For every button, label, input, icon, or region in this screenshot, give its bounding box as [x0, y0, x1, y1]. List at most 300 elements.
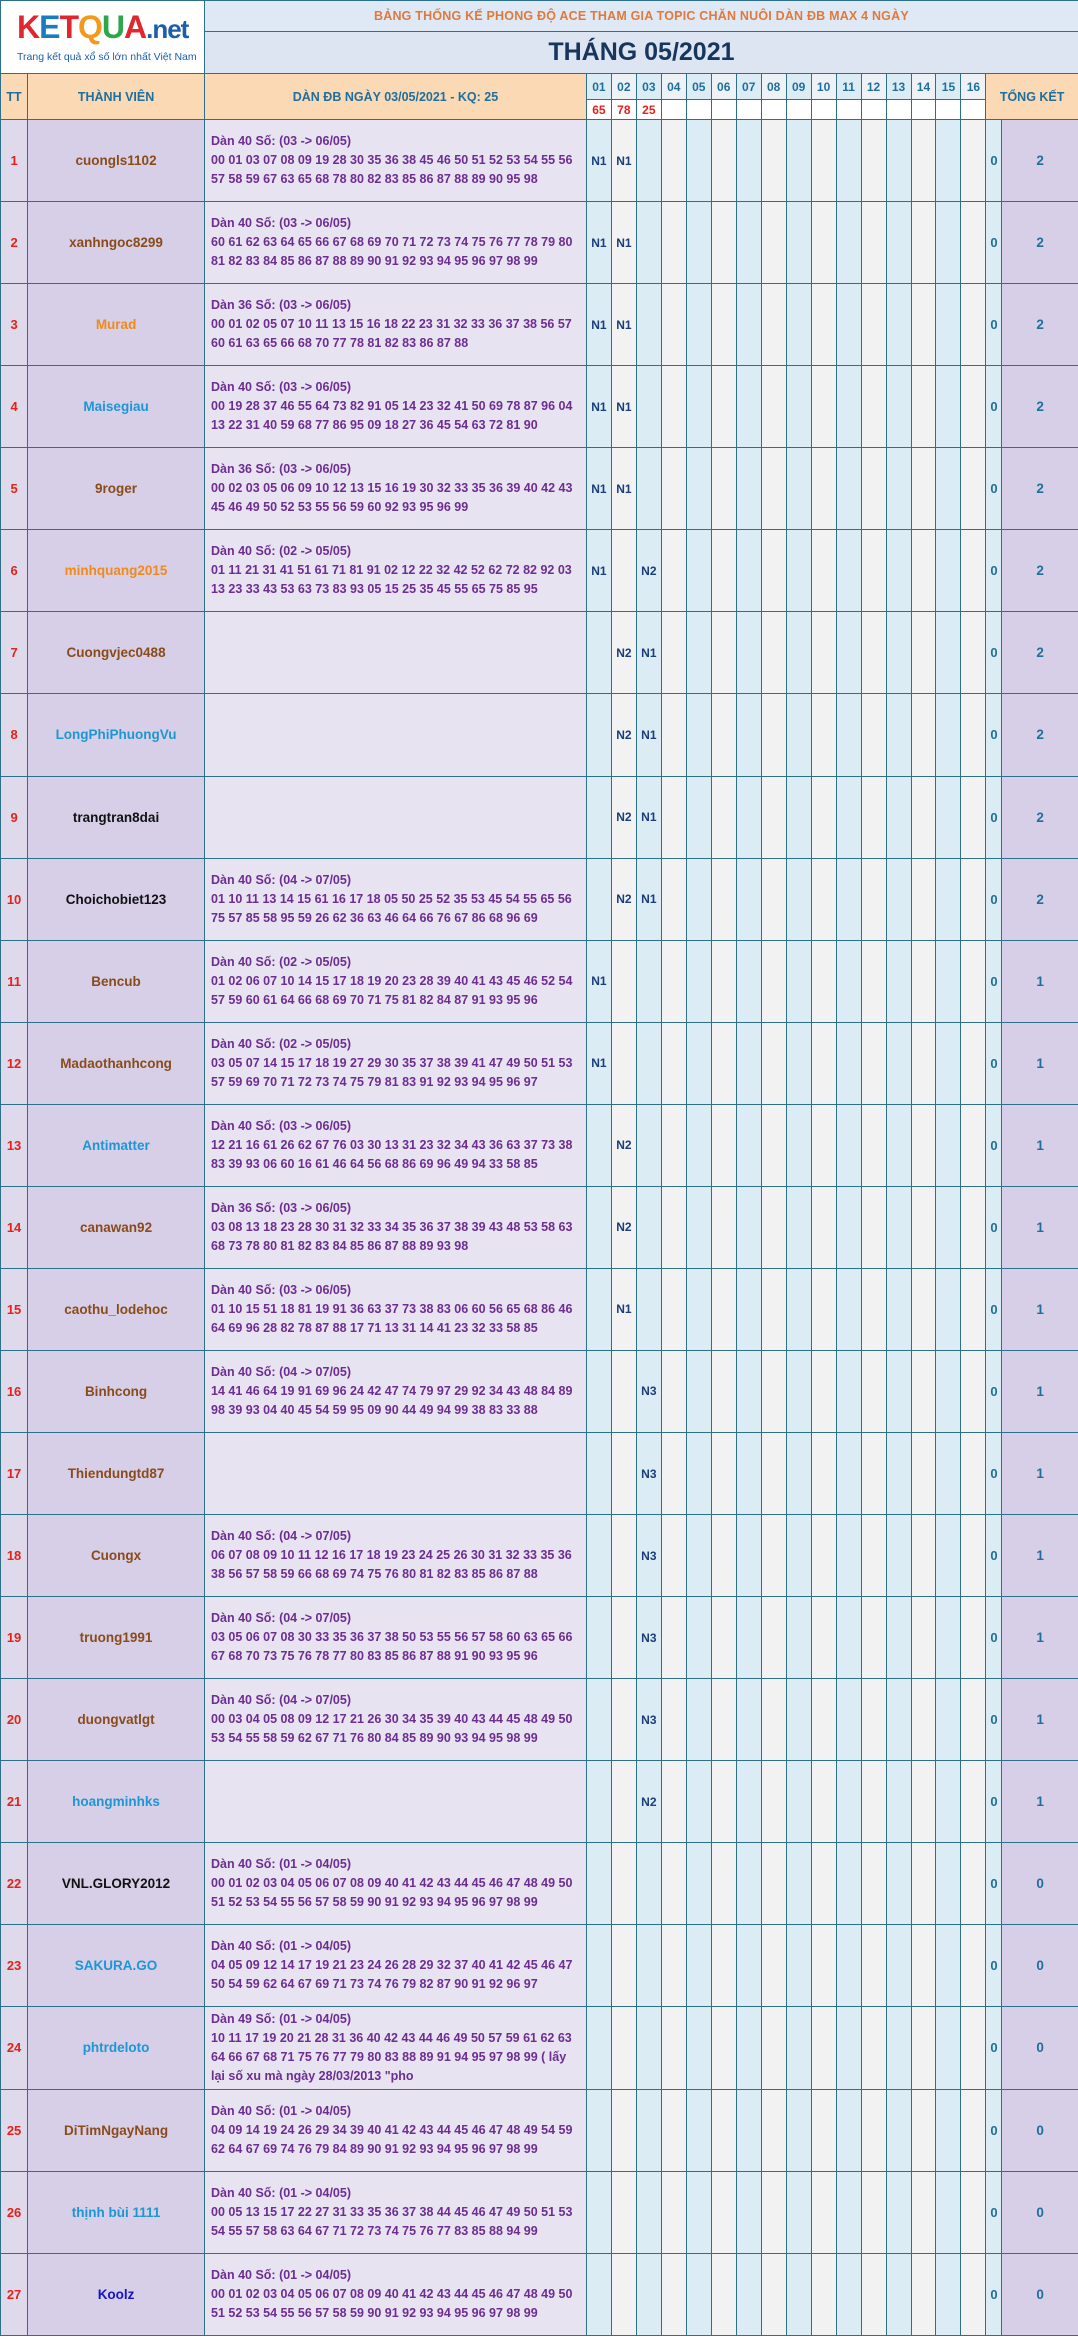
zero-count: 0: [986, 448, 1002, 530]
total-score: 1: [1002, 1597, 1078, 1679]
day-mark: [711, 2253, 736, 2335]
day-mark: [836, 1433, 861, 1515]
day-mark: [886, 1022, 911, 1104]
total-score: 2: [1002, 448, 1078, 530]
dan-cell: [205, 202, 587, 284]
day-mark: [811, 1679, 836, 1761]
dan-numbers: 14 41 46 64 19 91 69 96 24 42 47 74 79 97 29 92 34 43 48 84 89 98 39 93 04 40 45 54 59 95 09 90 44 49 94 99 38 83 33 88: [211, 1383, 573, 1417]
dan-title: Dàn 40 Số: (03 -> 06/05): [211, 216, 351, 231]
day-header: 05: [686, 74, 711, 100]
row-number: 18: [1, 1515, 28, 1597]
total-score: 2: [1002, 366, 1078, 448]
total-score: 2: [1002, 612, 1078, 694]
logo-tagline: Trang kết quả xổ số lớn nhất Việt Nam: [17, 51, 197, 63]
dan-title: Dàn 40 Số: (01 -> 04/05): [211, 2103, 351, 2118]
day-result: [886, 100, 911, 120]
dan-numbers: 00 03 04 05 08 09 12 17 21 26 30 34 35 39 40 43 44 45 48 49 50 53 54 55 58 59 62 67 71 76 80 84 85 89 90 93 94 95 98 99: [211, 1712, 573, 1746]
day-mark: [611, 1597, 636, 1679]
dan-cell: [205, 1761, 587, 1843]
day-mark: [736, 2253, 761, 2335]
day-mark: [736, 2171, 761, 2253]
day-mark: [761, 120, 786, 202]
zero-count: 0: [986, 1433, 1002, 1515]
day-mark: [786, 2253, 811, 2335]
day-mark: [911, 1679, 936, 1761]
day-mark: [811, 776, 836, 858]
day-mark: [761, 530, 786, 612]
day-mark: [661, 1515, 686, 1597]
day-mark: [711, 448, 736, 530]
day-mark: [811, 1104, 836, 1186]
day-mark: [611, 1679, 636, 1761]
day-mark: [786, 1515, 811, 1597]
day-mark: [961, 776, 986, 858]
day-mark: [686, 1597, 711, 1679]
member-name[interactable]: trangtran8dai: [28, 776, 205, 858]
day-result: 65: [586, 100, 611, 120]
header-member: THÀNH VIÊN: [28, 74, 205, 120]
total-score: 2: [1002, 858, 1078, 940]
dan-numbers: 03 05 07 14 15 17 18 19 27 29 30 35 37 38 39 41 47 49 50 51 53 57 59 69 70 71 72 73 74 75 79 81 83 91 92 93 94 95 96 97: [211, 1055, 573, 1089]
member-name[interactable]: phtrdeloto: [28, 2007, 205, 2089]
day-mark: [961, 2089, 986, 2171]
row-number: 3: [1, 284, 28, 366]
zero-count: 0: [986, 2007, 1002, 2089]
member-name[interactable]: Choichobiet123: [28, 858, 205, 940]
member-name[interactable]: Cuongvjec0488: [28, 612, 205, 694]
member-name[interactable]: xanhngoc8299: [28, 202, 205, 284]
zero-count: 0: [986, 1186, 1002, 1268]
day-mark: [761, 2007, 786, 2089]
day-mark: N1: [586, 284, 611, 366]
day-mark: [811, 1350, 836, 1432]
day-mark: [686, 2089, 711, 2171]
day-mark: [711, 1433, 736, 1515]
day-mark: [611, 1350, 636, 1432]
day-mark: [611, 2089, 636, 2171]
day-mark: [711, 1597, 736, 1679]
day-mark: [611, 1761, 636, 1843]
day-mark: [761, 940, 786, 1022]
logo-letter: A: [124, 9, 147, 45]
day-mark: [961, 612, 986, 694]
day-mark: [761, 2171, 786, 2253]
day-mark: [736, 858, 761, 940]
day-mark: N1: [586, 202, 611, 284]
day-mark: [836, 858, 861, 940]
day-header: 13: [886, 74, 911, 100]
dan-cell: [205, 2171, 587, 2253]
dan-title: Dàn 40 Số: (03 -> 06/05): [211, 134, 351, 149]
day-mark: [761, 1022, 786, 1104]
day-mark: [686, 284, 711, 366]
dan-title: Dàn 40 Số: (02 -> 05/05): [211, 1036, 351, 1051]
day-mark: [586, 2253, 611, 2335]
day-mark: [711, 120, 736, 202]
day-mark: N1: [611, 366, 636, 448]
day-mark: [811, 1268, 836, 1350]
day-mark: [736, 1268, 761, 1350]
table-row: [1, 1022, 1078, 1104]
day-mark: [761, 1433, 786, 1515]
day-mark: [911, 1350, 936, 1432]
day-mark: [711, 1104, 736, 1186]
header-total: TỔNG KẾT: [986, 74, 1078, 120]
day-mark: [811, 366, 836, 448]
dan-cell: [205, 1104, 587, 1186]
total-score: 2: [1002, 694, 1078, 776]
member-name[interactable]: truong1991: [28, 1597, 205, 1679]
day-mark: [636, 366, 661, 448]
day-mark: [736, 530, 761, 612]
day-mark: N1: [611, 284, 636, 366]
day-mark: [911, 1186, 936, 1268]
day-mark: [936, 1350, 961, 1432]
day-mark: [761, 366, 786, 448]
member-name[interactable]: Cuongx: [28, 1515, 205, 1597]
row-number: 5: [1, 448, 28, 530]
dan-cell: [205, 1186, 587, 1268]
member-name[interactable]: 9roger: [28, 448, 205, 530]
dan-numbers: 00 01 02 05 07 10 11 13 15 16 18 22 23 31 32 33 36 37 38 56 57 60 61 63 65 66 68 70 77 78 81 82 83 86 87 88: [211, 317, 572, 351]
day-mark: [861, 1597, 886, 1679]
total-score: 1: [1002, 940, 1078, 1022]
day-mark: [736, 1679, 761, 1761]
logo-letter: K: [17, 9, 40, 45]
day-mark: [661, 366, 686, 448]
day-mark: [636, 2007, 661, 2089]
day-mark: [861, 858, 886, 940]
table-row: [1, 1843, 1078, 1925]
row-number: 27: [1, 2253, 28, 2335]
day-mark: [736, 2007, 761, 2089]
dan-cell: [205, 530, 587, 612]
day-mark: [811, 858, 836, 940]
day-mark: [786, 1925, 811, 2007]
day-mark: [861, 284, 886, 366]
member-name[interactable]: LongPhiPhuongVu: [28, 694, 205, 776]
day-mark: [786, 612, 811, 694]
day-mark: [711, 1186, 736, 1268]
day-mark: [611, 1925, 636, 2007]
table-row: [1, 2007, 1078, 2089]
day-result: [661, 100, 686, 120]
day-mark: [936, 1843, 961, 1925]
day-mark: [836, 694, 861, 776]
day-header: 15: [936, 74, 961, 100]
member-name[interactable]: cuongls1102: [28, 120, 205, 202]
day-mark: [811, 1186, 836, 1268]
dan-cell: [205, 1597, 587, 1679]
day-mark: [686, 858, 711, 940]
row-number: 15: [1, 1268, 28, 1350]
dan-cell: [205, 1843, 587, 1925]
member-name[interactable]: Koolz: [28, 2253, 205, 2335]
member-name[interactable]: Thiendungtd87: [28, 1433, 205, 1515]
dan-title: Dàn 40 Số: (03 -> 06/05): [211, 1282, 351, 1297]
total-score: 0: [1002, 2171, 1078, 2253]
member-name[interactable]: minhquang2015: [28, 530, 205, 612]
day-mark: [886, 1679, 911, 1761]
day-mark: [836, 1597, 861, 1679]
day-mark: [586, 694, 611, 776]
day-mark: [711, 1350, 736, 1432]
site-logo[interactable]: [1, 1, 205, 74]
day-mark: [836, 1679, 861, 1761]
day-mark: N2: [611, 858, 636, 940]
day-mark: [861, 2007, 886, 2089]
total-score: 1: [1002, 1350, 1078, 1432]
member-name[interactable]: duongvatlgt: [28, 1679, 205, 1761]
day-mark: N3: [636, 1515, 661, 1597]
dan-cell: [205, 1515, 587, 1597]
row-number: 1: [1, 120, 28, 202]
dan-numbers: 00 19 28 37 46 55 64 73 82 91 05 14 23 32 41 50 69 78 87 96 04 13 22 31 40 59 68 77 86 95 09 18 27 36 45 54 63 72 81 90: [211, 399, 573, 433]
day-mark: [611, 2171, 636, 2253]
day-mark: [686, 202, 711, 284]
member-name[interactable]: Madaothanhcong: [28, 1022, 205, 1104]
member-name[interactable]: thịnh bùi 1111: [28, 2171, 205, 2253]
day-mark: [961, 858, 986, 940]
member-name[interactable]: Maisegiau: [28, 366, 205, 448]
day-mark: [936, 1925, 961, 2007]
day-mark: [936, 1022, 961, 1104]
day-mark: [936, 1679, 961, 1761]
dan-cell: [205, 612, 587, 694]
day-mark: [911, 612, 936, 694]
day-mark: [961, 2171, 986, 2253]
dan-cell: [205, 366, 587, 448]
day-mark: [686, 2007, 711, 2089]
day-mark: [636, 1268, 661, 1350]
day-mark: [736, 1186, 761, 1268]
day-mark: [586, 2171, 611, 2253]
day-mark: [861, 1925, 886, 2007]
member-name[interactable]: DiTimNgayNang: [28, 2089, 205, 2171]
day-mark: [836, 1268, 861, 1350]
header-dan: DÀN ĐB NGÀY 03/05/2021 - KQ: 25: [205, 74, 587, 120]
table-row: [1, 612, 1078, 694]
dan-cell: [205, 694, 587, 776]
day-mark: [786, 1843, 811, 1925]
dan-title: Dàn 49 Số: (01 -> 04/05): [211, 2011, 351, 2026]
day-mark: [711, 202, 736, 284]
day-mark: N1: [611, 1268, 636, 1350]
day-mark: [811, 448, 836, 530]
member-name[interactable]: VNL.GLORY2012: [28, 1843, 205, 1925]
day-mark: N1: [636, 776, 661, 858]
day-mark: [911, 1515, 936, 1597]
day-mark: N3: [636, 1433, 661, 1515]
dan-numbers: 00 05 13 15 17 22 27 31 33 35 36 37 38 44 45 46 47 49 50 51 53 54 55 57 58 63 64 67 71 72 73 74 75 76 77 83 85 88 94 99: [211, 2204, 573, 2238]
day-mark: N1: [586, 1022, 611, 1104]
day-mark: [636, 202, 661, 284]
dan-cell: [205, 1679, 587, 1761]
zero-count: 0: [986, 530, 1002, 612]
day-mark: [711, 284, 736, 366]
day-mark: N2: [636, 1761, 661, 1843]
total-score: 2: [1002, 284, 1078, 366]
day-mark: [936, 612, 961, 694]
day-mark: [661, 530, 686, 612]
day-mark: [736, 776, 761, 858]
day-result: [761, 100, 786, 120]
day-mark: [911, 1104, 936, 1186]
total-score: 1: [1002, 1104, 1078, 1186]
dan-title: Dàn 36 Số: (03 -> 06/05): [211, 1200, 351, 1215]
zero-count: 0: [986, 202, 1002, 284]
day-mark: [936, 2007, 961, 2089]
member-name[interactable]: Murad: [28, 284, 205, 366]
day-mark: [936, 448, 961, 530]
day-mark: [861, 1104, 886, 1186]
day-mark: [936, 366, 961, 448]
day-mark: [861, 940, 886, 1022]
day-mark: [686, 1186, 711, 1268]
day-mark: [736, 120, 761, 202]
day-mark: [886, 120, 911, 202]
row-number: 19: [1, 1597, 28, 1679]
dan-title: Dàn 40 Số: (04 -> 07/05): [211, 1529, 351, 1544]
member-name[interactable]: hoangminhks: [28, 1761, 205, 1843]
day-mark: [786, 1350, 811, 1432]
dan-cell: [205, 1350, 587, 1432]
dan-title: Dàn 40 Số: (01 -> 04/05): [211, 1857, 351, 1872]
table-row: [1, 694, 1078, 776]
day-mark: [911, 366, 936, 448]
dan-numbers: 10 11 17 19 20 21 28 31 36 40 42 43 44 46 49 50 57 59 61 62 63 64 66 67 68 71 75 76 77 79 80 83 88 89 91 94 95 97 98 99 ( lấy lại số xu mà ngày 28/03/2013 "pho: [211, 2030, 572, 2083]
dan-cell: [205, 858, 587, 940]
day-mark: [686, 1515, 711, 1597]
day-header: 14: [911, 74, 936, 100]
day-mark: [711, 1761, 736, 1843]
day-mark: [861, 2089, 886, 2171]
day-mark: [961, 366, 986, 448]
day-mark: [711, 1679, 736, 1761]
day-mark: [811, 694, 836, 776]
day-mark: [661, 776, 686, 858]
day-mark: [861, 448, 886, 530]
day-mark: [736, 2089, 761, 2171]
dan-cell: [205, 1268, 587, 1350]
day-mark: [761, 1843, 786, 1925]
day-mark: [636, 2253, 661, 2335]
zero-count: 0: [986, 612, 1002, 694]
row-number: 11: [1, 940, 28, 1022]
day-mark: [586, 1515, 611, 1597]
dan-title: Dàn 40 Số: (03 -> 06/05): [211, 1118, 351, 1133]
member-name[interactable]: Binhcong: [28, 1350, 205, 1432]
day-mark: [586, 1761, 611, 1843]
row-number: 20: [1, 1679, 28, 1761]
day-mark: [911, 1268, 936, 1350]
day-mark: [911, 694, 936, 776]
day-mark: [961, 1761, 986, 1843]
dan-title: Dàn 40 Số: (01 -> 04/05): [211, 2267, 351, 2282]
day-mark: [936, 120, 961, 202]
day-mark: [636, 1186, 661, 1268]
day-mark: [936, 694, 961, 776]
day-mark: [611, 1843, 636, 1925]
day-mark: [886, 858, 911, 940]
day-mark: [936, 202, 961, 284]
day-mark: [611, 1433, 636, 1515]
member-name[interactable]: Antimatter: [28, 1104, 205, 1186]
day-mark: [761, 1268, 786, 1350]
day-mark: [836, 2089, 861, 2171]
day-mark: [786, 202, 811, 284]
day-mark: N1: [586, 940, 611, 1022]
day-mark: [886, 1268, 911, 1350]
dan-cell: [205, 448, 587, 530]
member-name[interactable]: SAKURA.GO: [28, 1925, 205, 2007]
day-mark: [661, 1104, 686, 1186]
day-mark: [936, 1761, 961, 1843]
day-mark: [686, 448, 711, 530]
day-mark: [961, 120, 986, 202]
day-result: [711, 100, 736, 120]
day-mark: [586, 858, 611, 940]
day-mark: [736, 1022, 761, 1104]
logo-letter: T: [59, 9, 78, 45]
row-number: 7: [1, 612, 28, 694]
row-number: 24: [1, 2007, 28, 2089]
day-mark: [736, 1597, 761, 1679]
day-mark: [686, 1104, 711, 1186]
dan-numbers: 60 61 62 63 64 65 66 67 68 69 70 71 72 73 74 75 76 77 78 79 80 81 82 83 84 85 86 87 88 89 90 91 92 93 94 95 96 97 98 99: [211, 235, 573, 269]
day-mark: [836, 284, 861, 366]
day-mark: [811, 1022, 836, 1104]
zero-count: 0: [986, 1761, 1002, 1843]
dan-cell: [205, 940, 587, 1022]
member-name[interactable]: canawan92: [28, 1186, 205, 1268]
day-mark: [661, 1433, 686, 1515]
day-header: 02: [611, 74, 636, 100]
row-number: 25: [1, 2089, 28, 2171]
day-mark: N1: [586, 530, 611, 612]
day-mark: [936, 284, 961, 366]
day-mark: [886, 776, 911, 858]
day-mark: [586, 1925, 611, 2007]
day-mark: N1: [636, 694, 661, 776]
day-mark: N1: [586, 120, 611, 202]
day-mark: [711, 858, 736, 940]
day-mark: [586, 1186, 611, 1268]
day-mark: [811, 2253, 836, 2335]
day-mark: [961, 530, 986, 612]
day-mark: [661, 1350, 686, 1432]
day-mark: [661, 1761, 686, 1843]
day-mark: [711, 2171, 736, 2253]
day-mark: [961, 2253, 986, 2335]
day-mark: [761, 612, 786, 694]
dan-title: Dàn 40 Số: (04 -> 07/05): [211, 1364, 351, 1379]
member-name[interactable]: Bencub: [28, 940, 205, 1022]
month-title: THÁNG 05/2021: [205, 32, 1078, 74]
zero-count: 0: [986, 2171, 1002, 2253]
day-mark: [961, 284, 986, 366]
day-mark: [886, 1433, 911, 1515]
member-name[interactable]: caothu_lodehoc: [28, 1268, 205, 1350]
day-mark: [861, 776, 886, 858]
zero-count: 0: [986, 858, 1002, 940]
dan-numbers: 00 01 02 03 04 05 06 07 08 09 40 41 42 43 44 45 46 47 48 49 50 51 52 53 54 55 56 57 58 59 90 91 92 93 94 95 96 97 98 99: [211, 1876, 573, 1910]
day-mark: [886, 2171, 911, 2253]
zero-count: 0: [986, 1104, 1002, 1186]
day-mark: [911, 2253, 936, 2335]
day-mark: [786, 530, 811, 612]
day-mark: [661, 612, 686, 694]
